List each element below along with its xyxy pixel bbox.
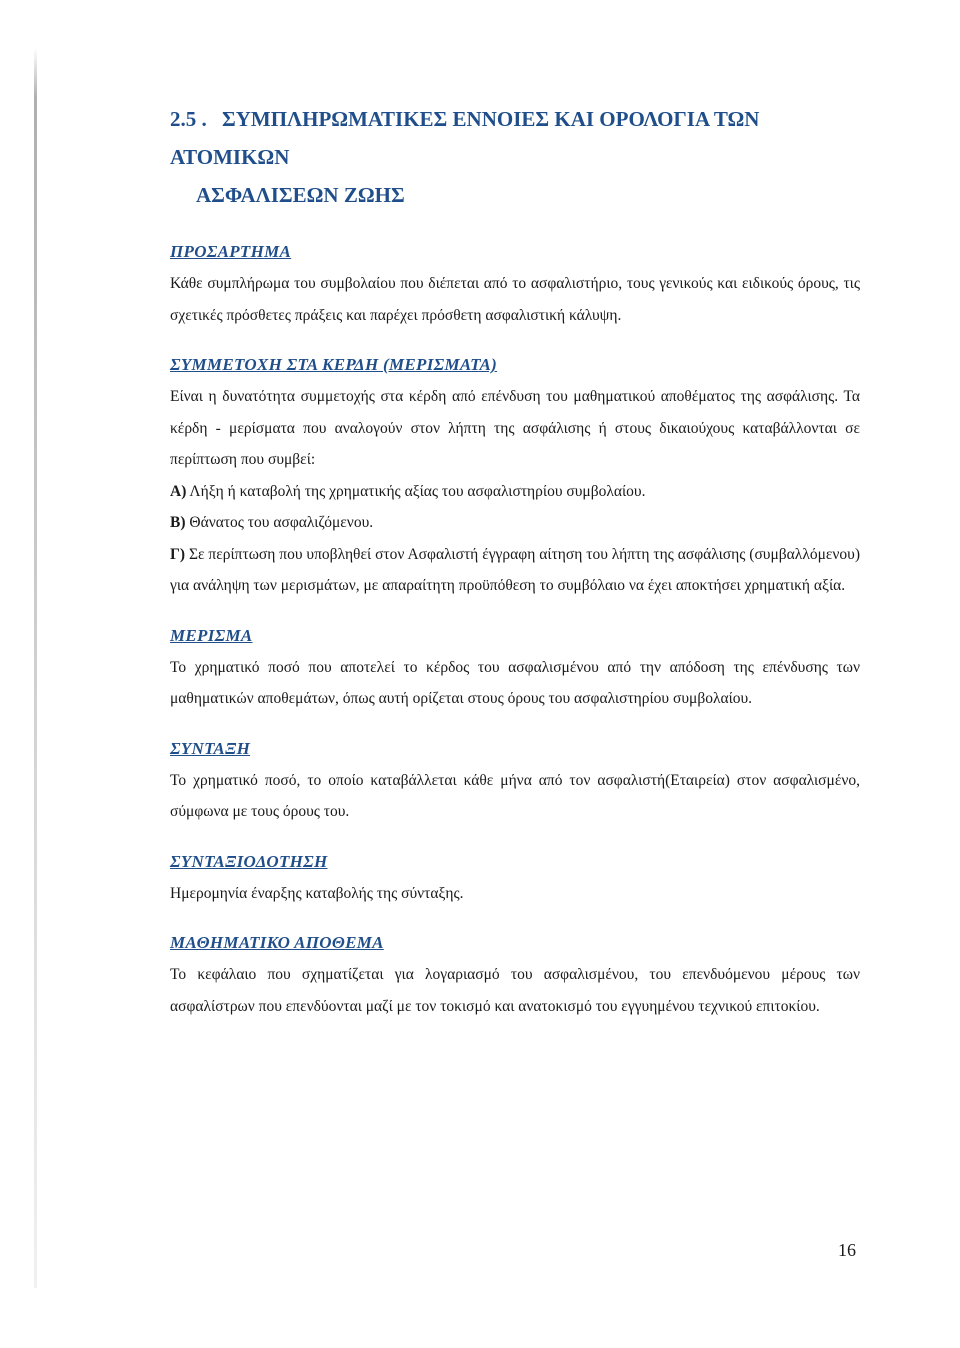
section-text: Το χρηματικό ποσό που αποτελεί το κέρδος του ασφαλισμένου από την απόδοση της επένδυσης των μαθηματικών αποθεμάτων, όπως αυτή ορίζεται στους όρους του ασφαλιστηρίου συμβολαίου. — [170, 658, 860, 707]
list-item — [170, 539, 860, 602]
page-number: 16 — [838, 1240, 856, 1260]
section-heading: ΠΡΟΣΑΡΤΗΜΑ — [170, 242, 292, 261]
section-mathimatiko-apothema — [170, 931, 860, 1022]
section-text: Το κεφάλαιο που σχηματίζεται για λογαριασμό του ασφαλισμένου, του επενδυόμενου μέρους των ασφαλίστρων που επενδύονται μαζί με τον τοκισμό και ανατοκισμό του εγγυημένου τεχνικού επιτοκίου. — [170, 966, 860, 1015]
section-syntaxi — [170, 737, 860, 828]
section-prosartima — [170, 240, 860, 331]
list-item-text: Σε περίπτωση που υποβληθεί στον Ασφαλιστή έγγραφη αίτηση του λήπτη της ασφάλισης (συμβαλλόμενου) για ανάληψη των μερισμάτων, με απαραίτητη προϋπόθεση το συμβόλαιο να έχει αποκτήσει χρηματική αξία. — [170, 545, 860, 594]
section-text: Το χρηματικό ποσό, το οποίο καταβάλλεται κάθε μήνα από τον ασφαλιστή(Εταιρεία) στον ασφαλισμένο, σύμφωνα με τους όρους του. — [170, 771, 860, 820]
section-heading: ΣΥΝΤΑΞΙΟΔΟΤΗΣΗ — [170, 851, 328, 871]
section-symmetoxi — [170, 353, 860, 602]
section-heading: ΣΥΜΜΕΤΟΧΗ ΣΤΑ ΚΕΡΔΗ (ΜΕΡΙΣΜΑΤΑ) — [170, 355, 498, 374]
section-text: Ημερομηνία έναρξης καταβολής της σύνταξης. — [170, 884, 464, 902]
section-syntaxiodotisi — [170, 850, 860, 910]
scan-edge-shadow — [34, 48, 37, 1288]
section-heading: ΣΥΝΤΑΞΗ — [170, 738, 251, 758]
chapter-title-line2: ΑΣΦΑΛΙΣΕΩΝ ΖΩΗΣ — [196, 183, 405, 207]
list-item-text: Λήξη ή καταβολή της χρηματικής αξίας του ασφαλιστηρίου συμβολαίου. — [189, 482, 646, 500]
chapter-title-line1: ΣΥΜΠΛΗΡΩΜΑΤΙΚΕΣ ΕΝΝΟΙΕΣ ΚΑΙ ΟΡΟΛΟΓΙΑ ΤΩΝ ΑΤΟΜΙΚΩΝ — [170, 107, 760, 169]
list-item — [170, 507, 860, 539]
section-heading: ΜΕΡΙΣΜΑ — [170, 625, 253, 645]
chapter-title — [170, 100, 860, 214]
list-item-mark: Γ) — [170, 545, 186, 563]
list-item-text: Θάνατος του ασφαλιζόμενου. — [189, 514, 374, 531]
chapter-number: 2.5 . — [170, 107, 207, 131]
section-heading: ΜΑΘΗΜΑΤΙΚΟ ΑΠΟΘΕΜΑ — [170, 933, 384, 952]
list-item-mark: Β) — [170, 514, 186, 531]
section-text: Είναι η δυνατότητα συμμετοχής στα κέρδη από επένδυση του μαθηματικού αποθέματος της ασφάλισης. Τα κέρδη - μερίσματα που αναλογούν στον λήπτη της ασφάλισης ή στους δικαιούχους καταβάλλονται σε περίπτωση που συμβεί: — [170, 388, 860, 468]
section-text: Κάθε συμπλήρωμα του συμβολαίου που διέπεται από το ασφαλιστήριο, τους γενικούς και ειδικούς όρους, τις σχετικές πρόσθετες πράξεις και παρέχει πρόσθετη ασφαλιστική κάλυψη. — [170, 275, 860, 324]
document-page — [170, 100, 860, 1022]
list-item — [170, 476, 860, 508]
list-item-mark: Α) — [170, 482, 187, 500]
section-merisma — [170, 624, 860, 715]
